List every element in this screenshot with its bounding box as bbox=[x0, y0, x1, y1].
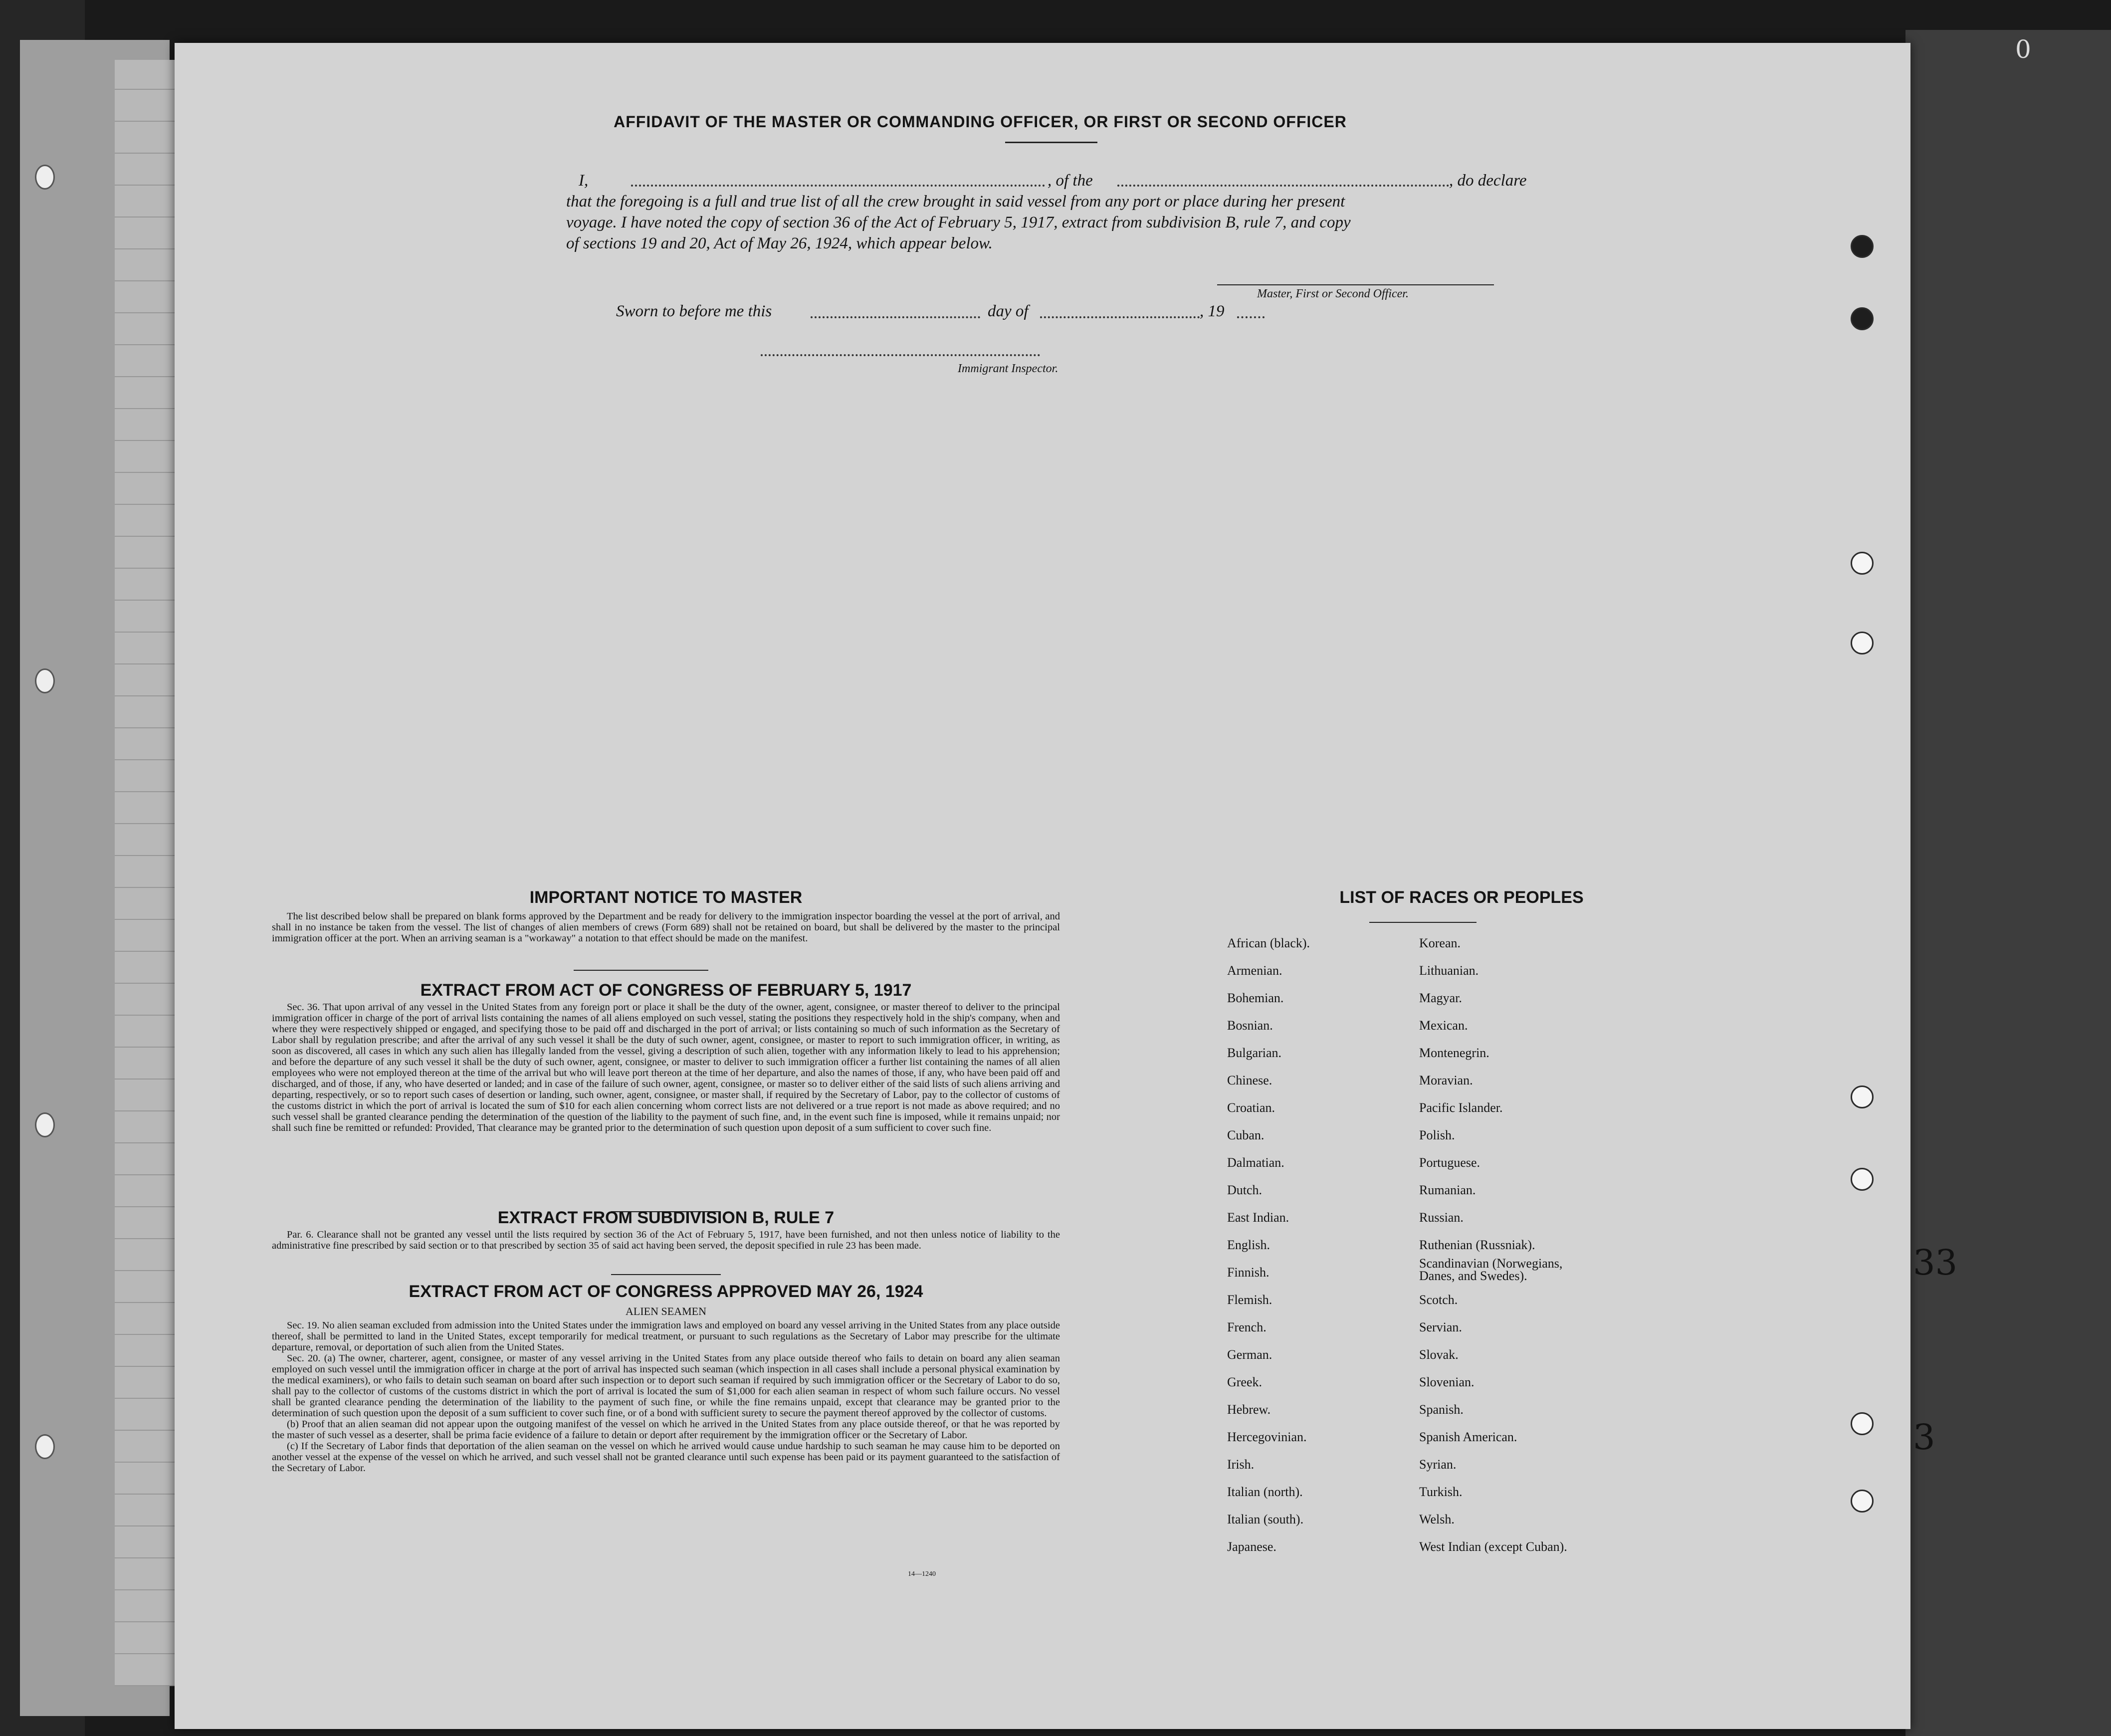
extract-1924-text: Sec. 19. No alien seaman excluded from admission into the United States under the immigration laws and employed on board any vessel arriving in the United States from any place outside thereof, shall be permitted to land in the United States, except temporarily for medical treatment, or pursuant to such regulations as the Secretary of Labor may prescribe for the ultimate departure, removal, or deportation of such alien from the United States. Sec. 20. (a) The owner, charterer, agent, consignee, or master of any vessel arriving in the United States from any place outside thereof who fails to detain on board any alien seaman employed on such vessel until the immigration officer in charge at the port of arrival has inspected such seaman (which inspection in all cases shall include a personal physical examination by the medical examiners), or who fails to detain such seaman on board after such inspection or to deport such seaman if required by such immigration officer or the Secretary of Labor to do so, shall pay to the collector of customs of the customs district in which the port of arrival is located the sum of $1,000 for each alien seaman in respect of whom such failure occurs. No vessel shall be granted clearance pending the determination of the liability to the payment of such fine, or while the fine remains unpaid, except that clearance may be granted prior to the determination of such question upon the deposit of a sum sufficient to cover such fine, or of a bond with sufficient surety to secure the payment thereof approved by the collector of customs. (b) Proof that an alien seaman did not appear upon the outgoing manifest of the vessel on which he arrived in the United States from any place outside thereof, or that he was reported by the master of such vessel as a deserter, shall be prima facie evidence of a failure to detain or deport after requirement by the immigration officer or the Secretary of Labor. (c) If the Secretary of Labor finds that deportation of the alien seaman on the vessel on which he arrived would cause undue hardship to such seaman he may cause him to be deported on another vessel at the expense of the vessel on which he arrived, and such vessel shall not be granted clearance until such expense has been paid or its payment guaranteed to the satisfaction of the Secretary of Labor. bbox=[272, 1320, 1060, 1474]
margin-mark: 0 bbox=[2015, 35, 2031, 64]
margin-mark: 3 bbox=[1913, 1417, 1935, 1458]
race-item: Scotch. bbox=[1419, 1293, 1458, 1307]
sworn-month-field[interactable] bbox=[1040, 316, 1200, 318]
divider bbox=[1005, 142, 1097, 143]
race-item: Welsh. bbox=[1419, 1512, 1455, 1526]
punch-hole bbox=[1851, 1490, 1874, 1513]
binder-hole bbox=[35, 668, 55, 693]
race-item: Korean. bbox=[1419, 936, 1461, 950]
affidavit-line: that the foregoing is a full and true list of all the crew brought in said vessel from any port or place during her present bbox=[566, 193, 1345, 211]
document-page bbox=[175, 43, 1910, 1729]
inspector-signature-line[interactable] bbox=[761, 354, 1040, 356]
underlying-ledger-edge bbox=[115, 60, 185, 1686]
extract-1917-title: EXTRACT FROM ACT OF CONGRESS OF FEBRUARY 5, 1917 bbox=[420, 981, 912, 1000]
race-item: Moravian. bbox=[1419, 1073, 1473, 1087]
race-item: Turkish. bbox=[1419, 1485, 1463, 1499]
race-item: Bohemian. bbox=[1227, 991, 1284, 1005]
race-item: Irish. bbox=[1227, 1457, 1255, 1472]
race-item: Scandinavian (Norwegians, Danes, and Swedes). bbox=[1419, 1256, 1563, 1283]
race-item: Russian. bbox=[1419, 1210, 1464, 1225]
affidavit-i: I, bbox=[579, 172, 589, 190]
punch-hole bbox=[1851, 307, 1874, 330]
race-item: French. bbox=[1227, 1320, 1267, 1334]
margin-mark: 33 bbox=[1913, 1242, 1958, 1283]
affidavit-declare: , do declare bbox=[1449, 172, 1527, 190]
notice-title: IMPORTANT NOTICE TO MASTER bbox=[529, 888, 803, 907]
binder-hole bbox=[35, 1112, 55, 1137]
punch-hole bbox=[1851, 1412, 1874, 1435]
race-item: Spanish American. bbox=[1419, 1430, 1517, 1444]
race-item: East Indian. bbox=[1227, 1210, 1289, 1225]
race-item: Lithuanian. bbox=[1419, 963, 1479, 978]
sworn-day-field[interactable] bbox=[811, 316, 980, 318]
divider bbox=[574, 970, 708, 971]
alien-seamen-subtitle: ALIEN SEAMEN bbox=[626, 1305, 706, 1317]
race-item: Syrian. bbox=[1419, 1457, 1457, 1472]
race-item: Pacific Islander. bbox=[1419, 1100, 1503, 1115]
race-item: Bulgarian. bbox=[1227, 1046, 1282, 1060]
race-item: Rumanian. bbox=[1419, 1183, 1476, 1197]
vessel-field[interactable] bbox=[1117, 185, 1449, 187]
binder-hole bbox=[35, 1434, 55, 1459]
race-item: Armenian. bbox=[1227, 963, 1282, 978]
race-item: Chinese. bbox=[1227, 1073, 1272, 1087]
divider bbox=[1369, 922, 1477, 923]
race-item: Hebrew. bbox=[1227, 1402, 1271, 1417]
race-item: Mexican. bbox=[1419, 1018, 1468, 1033]
race-item: Portuguese. bbox=[1419, 1155, 1480, 1170]
race-item: Slovenian. bbox=[1419, 1375, 1475, 1389]
sworn-label: Sworn to before me this bbox=[616, 302, 772, 320]
race-item: Montenegrin. bbox=[1419, 1046, 1489, 1060]
punch-hole bbox=[1851, 1085, 1874, 1108]
sworn-year-field[interactable] bbox=[1237, 316, 1265, 318]
race-item: Servian. bbox=[1419, 1320, 1462, 1334]
race-item: Spanish. bbox=[1419, 1402, 1464, 1417]
race-item: African (black). bbox=[1227, 936, 1310, 950]
master-signature-line[interactable] bbox=[1217, 284, 1494, 285]
affidavit-line: of sections 19 and 20, Act of May 26, 1924, which appear below. bbox=[566, 234, 993, 252]
race-item: Finnish. bbox=[1227, 1265, 1269, 1280]
race-item: Ruthenian (Russniak). bbox=[1419, 1238, 1535, 1252]
divider bbox=[611, 1274, 721, 1275]
extract-1924-title: EXTRACT FROM ACT OF CONGRESS APPROVED MAY 26, 1924 bbox=[409, 1282, 923, 1301]
notice-text: The list described below shall be prepared on blank forms approved by the Department and be ready for delivery to the immigration inspector boarding the vessel at the port of arrival, and shall in no instance be taken from the vessel. The list of changes of alien members of crews (Form 689) shall not be retained on board, but shall be delivered by the master to the principal immigration officer at the port. When an arriving seaman is a "workaway" a notation to that effect should be made on the manifest. bbox=[272, 911, 1060, 944]
name-field[interactable] bbox=[631, 185, 1045, 187]
race-item: West Indian (except Cuban). bbox=[1419, 1539, 1567, 1554]
punch-hole bbox=[1851, 632, 1874, 654]
punch-hole bbox=[1851, 235, 1874, 258]
race-item: German. bbox=[1227, 1347, 1272, 1362]
affidavit-of-the: , of the bbox=[1048, 172, 1093, 190]
race-item: Japanese. bbox=[1227, 1539, 1276, 1554]
race-item: Dutch. bbox=[1227, 1183, 1263, 1197]
punch-hole bbox=[1851, 1168, 1874, 1191]
race-item: Magyar. bbox=[1419, 991, 1462, 1005]
affidavit-line: voyage. I have noted the copy of section 36 of the Act of February 5, 1917, extract from subdivision B, rule 7, and copy bbox=[566, 214, 1351, 231]
underlying-page-right bbox=[1905, 30, 2111, 1736]
race-item: Italian (north). bbox=[1227, 1485, 1303, 1499]
race-item: Bosnian. bbox=[1227, 1018, 1273, 1033]
race-item: English. bbox=[1227, 1238, 1270, 1252]
inspector-caption: Immigrant Inspector. bbox=[958, 362, 1058, 375]
day-of-label: day of bbox=[988, 302, 1029, 320]
races-title: LIST OF RACES OR PEOPLES bbox=[1339, 888, 1584, 907]
race-item: Greek. bbox=[1227, 1375, 1263, 1389]
race-item: Croatian. bbox=[1227, 1100, 1275, 1115]
rule-7-title: EXTRACT FROM SUBDIVISION B, RULE 7 bbox=[497, 1208, 835, 1227]
form-number: 14—1240 bbox=[908, 1570, 936, 1578]
rule-7-text: Par. 6. Clearance shall not be granted any vessel until the lists required by section 36 of the Act of February 5, 1917, have been furnished, and not then unless notice of liability to the administrative fine prescribed by said section or to that prescribed by section 35 of said act having been served, the deposit specified in rule 23 has been made. bbox=[272, 1229, 1060, 1251]
race-item: Dalmatian. bbox=[1227, 1155, 1284, 1170]
year-label: , 19 bbox=[1200, 302, 1225, 320]
race-item: Polish. bbox=[1419, 1128, 1455, 1142]
race-item: Italian (south). bbox=[1227, 1512, 1304, 1526]
race-item: Slovak. bbox=[1419, 1347, 1459, 1362]
extract-1917-text: Sec. 36. That upon arrival of any vessel in the United States from any foreign port or place it shall be the duty of the owner, agent, consignee, or master thereof to deliver to the principal immigration officer in charge of the port of arrival lists containing the names of all aliens employed on such vessel, stating the positions they respectively hold in the ship's company, when and where they were respectively shipped or engaged, and specifying those to be paid off and discharged in the port of arrival; or lists containing so much of such information as the Secretary of Labor shall by regulation prescribe; and after the arrival of any such vessel it shall be the duty of such owner, agent, consignee, or master to report to such immigration officer, in writing, as soon as discovered, all cases in which any such alien has illegally landed from the vessel, giving a description of such alien, together with any information likely to lead to his apprehension; and before the departure of any such vessel it shall be the duty of such owner, agent, consignee, or master to deliver to such immigration officer a further list containing the names of all alien employees who were not employed thereon at the time of the arrival but who will leave port thereon at the time of her departure, and also the names of those, if any, who have been paid off and discharged, and of those, if any, who have deserted or landed; and in case of the failure of such owner, agent, consignee, or master so to deliver either of the said lists of such aliens arriving and departing, respectively, or so to report such cases of desertion or landing, such owner, agent, consignee, or master shall, if required by the Secretary of Labor, pay to the collector of customs of the customs district in which the port of arrival is located the sum of $10 for each alien concerning whom correct lists are not delivered or a true report is not made as above required; and no such vessel shall be granted clearance pending the determination of the question of the liability to the payment of such fine, and, in the event such fine is imposed, while it remains unpaid; nor shall such fine be remitted or refunded: Provided, That clearance may be granted prior to the determination of such question upon deposit of a sum sufficient to cover such fine. bbox=[272, 1002, 1060, 1133]
affidavit-title: AFFIDAVIT OF THE MASTER OR COMMANDING OFFICER, OR FIRST OR SECOND OFFICER bbox=[614, 113, 1347, 131]
race-item: Cuban. bbox=[1227, 1128, 1265, 1142]
master-caption: Master, First or Second Officer. bbox=[1257, 287, 1409, 300]
race-item: Flemish. bbox=[1227, 1293, 1272, 1307]
race-item: Hercegovinian. bbox=[1227, 1430, 1307, 1444]
binder-hole bbox=[35, 165, 55, 190]
punch-hole bbox=[1851, 552, 1874, 575]
